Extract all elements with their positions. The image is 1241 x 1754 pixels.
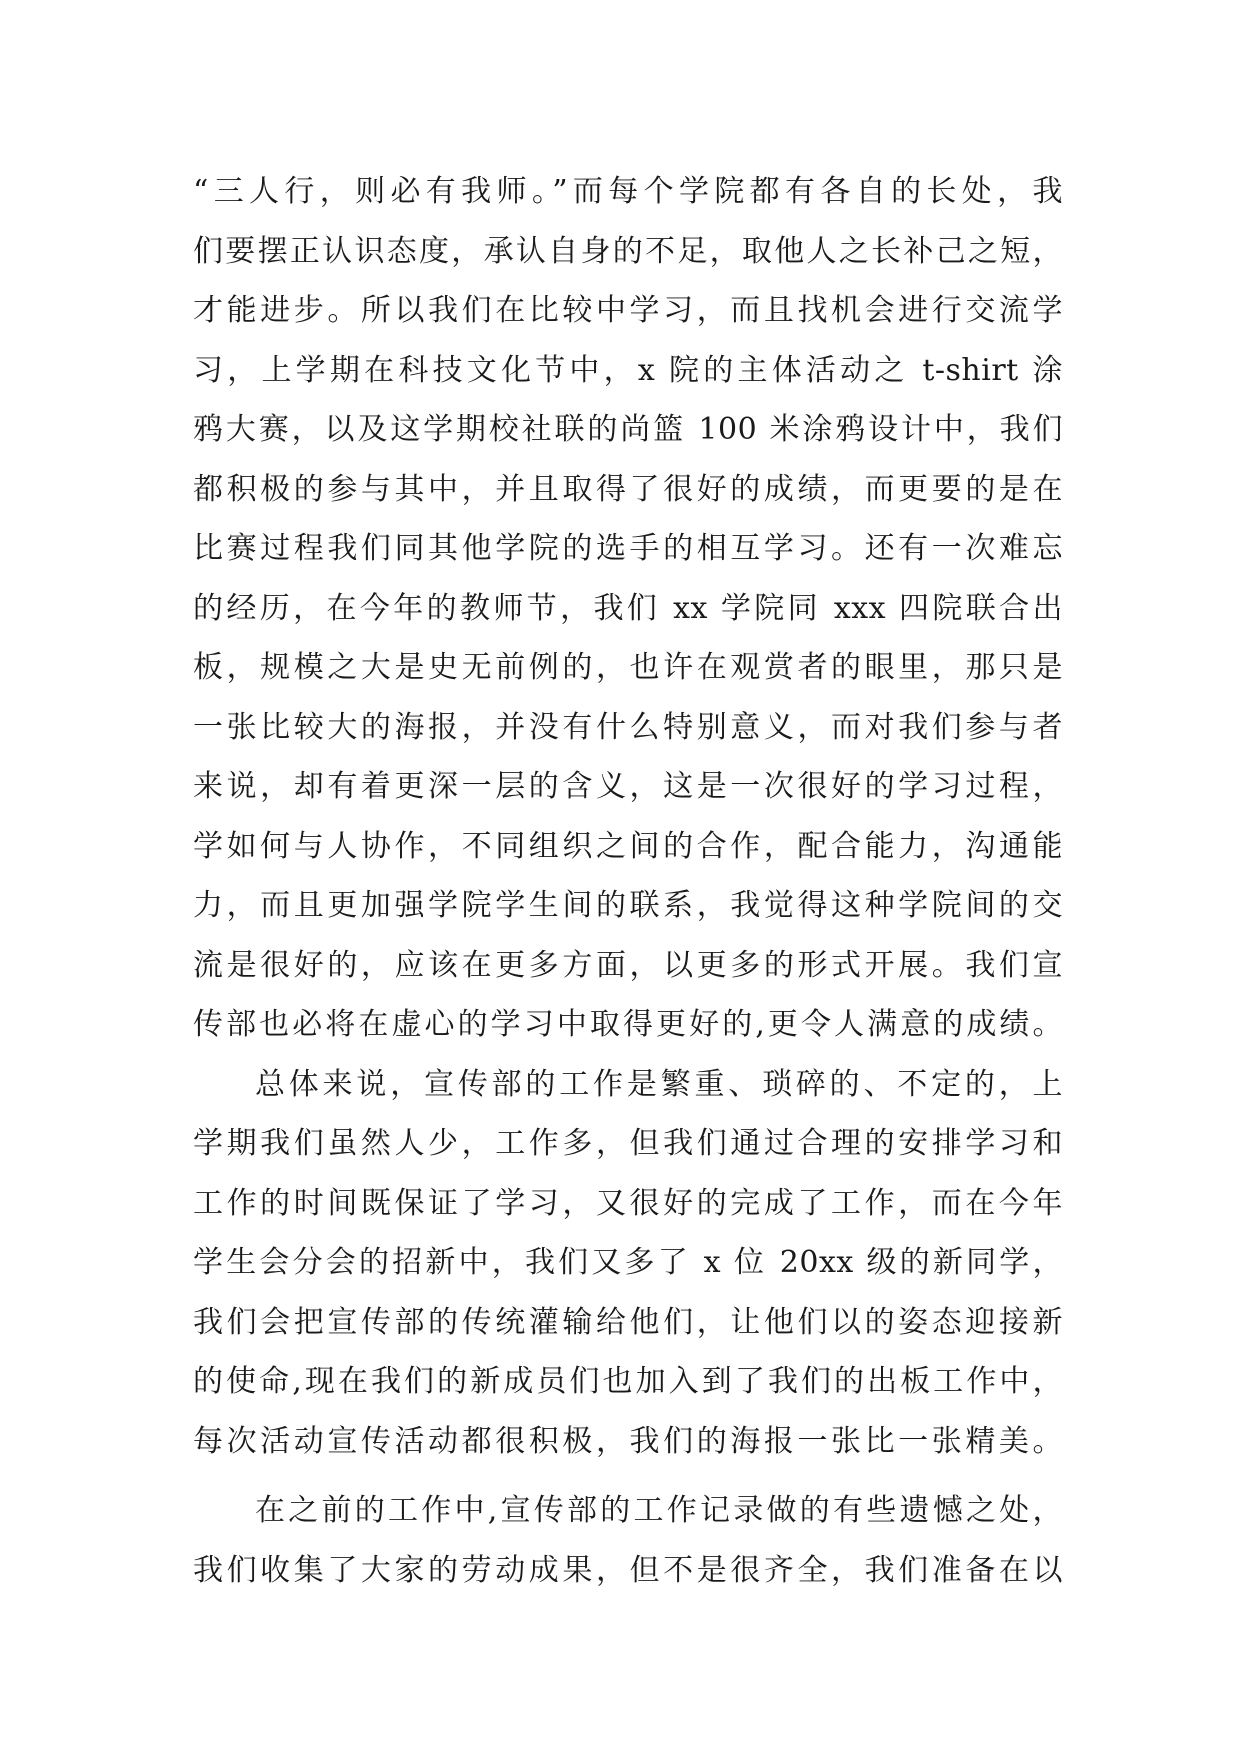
text-line: 习，上学期在科技文化节中，x 院的主体活动之 t-shirt 涂	[193, 352, 1063, 388]
text-line: 比赛过程我们同其他学院的选手的相互学习。还有一次难忘	[193, 531, 1063, 566]
paragraph-1	[193, 162, 1063, 1055]
text-line: 在之前的工作中,宣传部的工作记录做的有些遗憾之处，	[255, 1493, 1063, 1528]
text-line: 都积极的参与其中，并且取得了很好的成绩，而更要的是在	[193, 471, 1063, 507]
paragraph-3	[193, 1481, 1063, 1600]
text-line: 的使命,现在我们的新成员们也加入到了我们的出板工作中，	[193, 1364, 1063, 1399]
paragraph-2	[193, 1055, 1063, 1472]
text-line: 们要摆正认识态度，承认自身的不足，取他人之长补己之短，	[193, 233, 1063, 269]
text-line: 每次活动宣传活动都很积极，我们的海报一张比一张精美。	[193, 1423, 1063, 1459]
text-line: 学期我们虽然人少，工作多，但我们通过合理的安排学习和	[193, 1126, 1063, 1161]
document-body	[193, 162, 1063, 1600]
text-line: 流是很好的，应该在更多方面，以更多的形式开展。我们宣	[193, 947, 1063, 983]
text-line: 工作的时间既保证了学习，又很好的完成了工作，而在今年	[193, 1185, 1063, 1221]
text-line: 我们会把宣传部的传统灌输给他们，让他们以的姿态迎接新	[193, 1304, 1063, 1340]
text-line: 才能进步。所以我们在比较中学习，而且找机会进行交流学	[193, 293, 1063, 328]
text-line: 一张比较大的海报，并没有什么特别意义，而对我们参与者	[193, 709, 1063, 745]
paragraph-spacer	[193, 1471, 1063, 1481]
text-line: 鸦大赛，以及这学期校社联的尚篮 100 米涂鸦设计中，我们	[193, 412, 1063, 447]
text-line: 学如何与人协作，不同组织之间的合作，配合能力，沟通能	[193, 828, 1063, 864]
text-line: 来说，却有着更深一层的含义，这是一次很好的学习过程，	[193, 769, 1063, 804]
text-line: 传部也必将在虚心的学习中取得更好的,更令人满意的成绩。	[193, 1007, 1063, 1042]
text-line: “三人行，则必有我师。”而每个学院都有各自的长处，我	[193, 174, 1063, 209]
text-line: 力，而且更加强学院学生间的联系，我觉得这种学院间的交	[193, 888, 1063, 923]
text-line: 总体来说，宣传部的工作是繁重、琐碎的、不定的，上	[255, 1066, 1063, 1102]
text-line: 我们收集了大家的劳动成果，但不是很齐全，我们准备在以	[193, 1552, 1063, 1588]
text-line: 学生会分会的招新中，我们又多了 x 位 20xx 级的新同学，	[193, 1245, 1063, 1280]
text-line: 板，规模之大是史无前例的，也许在观赏者的眼里，那只是	[193, 650, 1063, 685]
text-line: 的经历，在今年的教师节，我们 xx 学院同 xxx 四院联合出	[193, 590, 1063, 626]
